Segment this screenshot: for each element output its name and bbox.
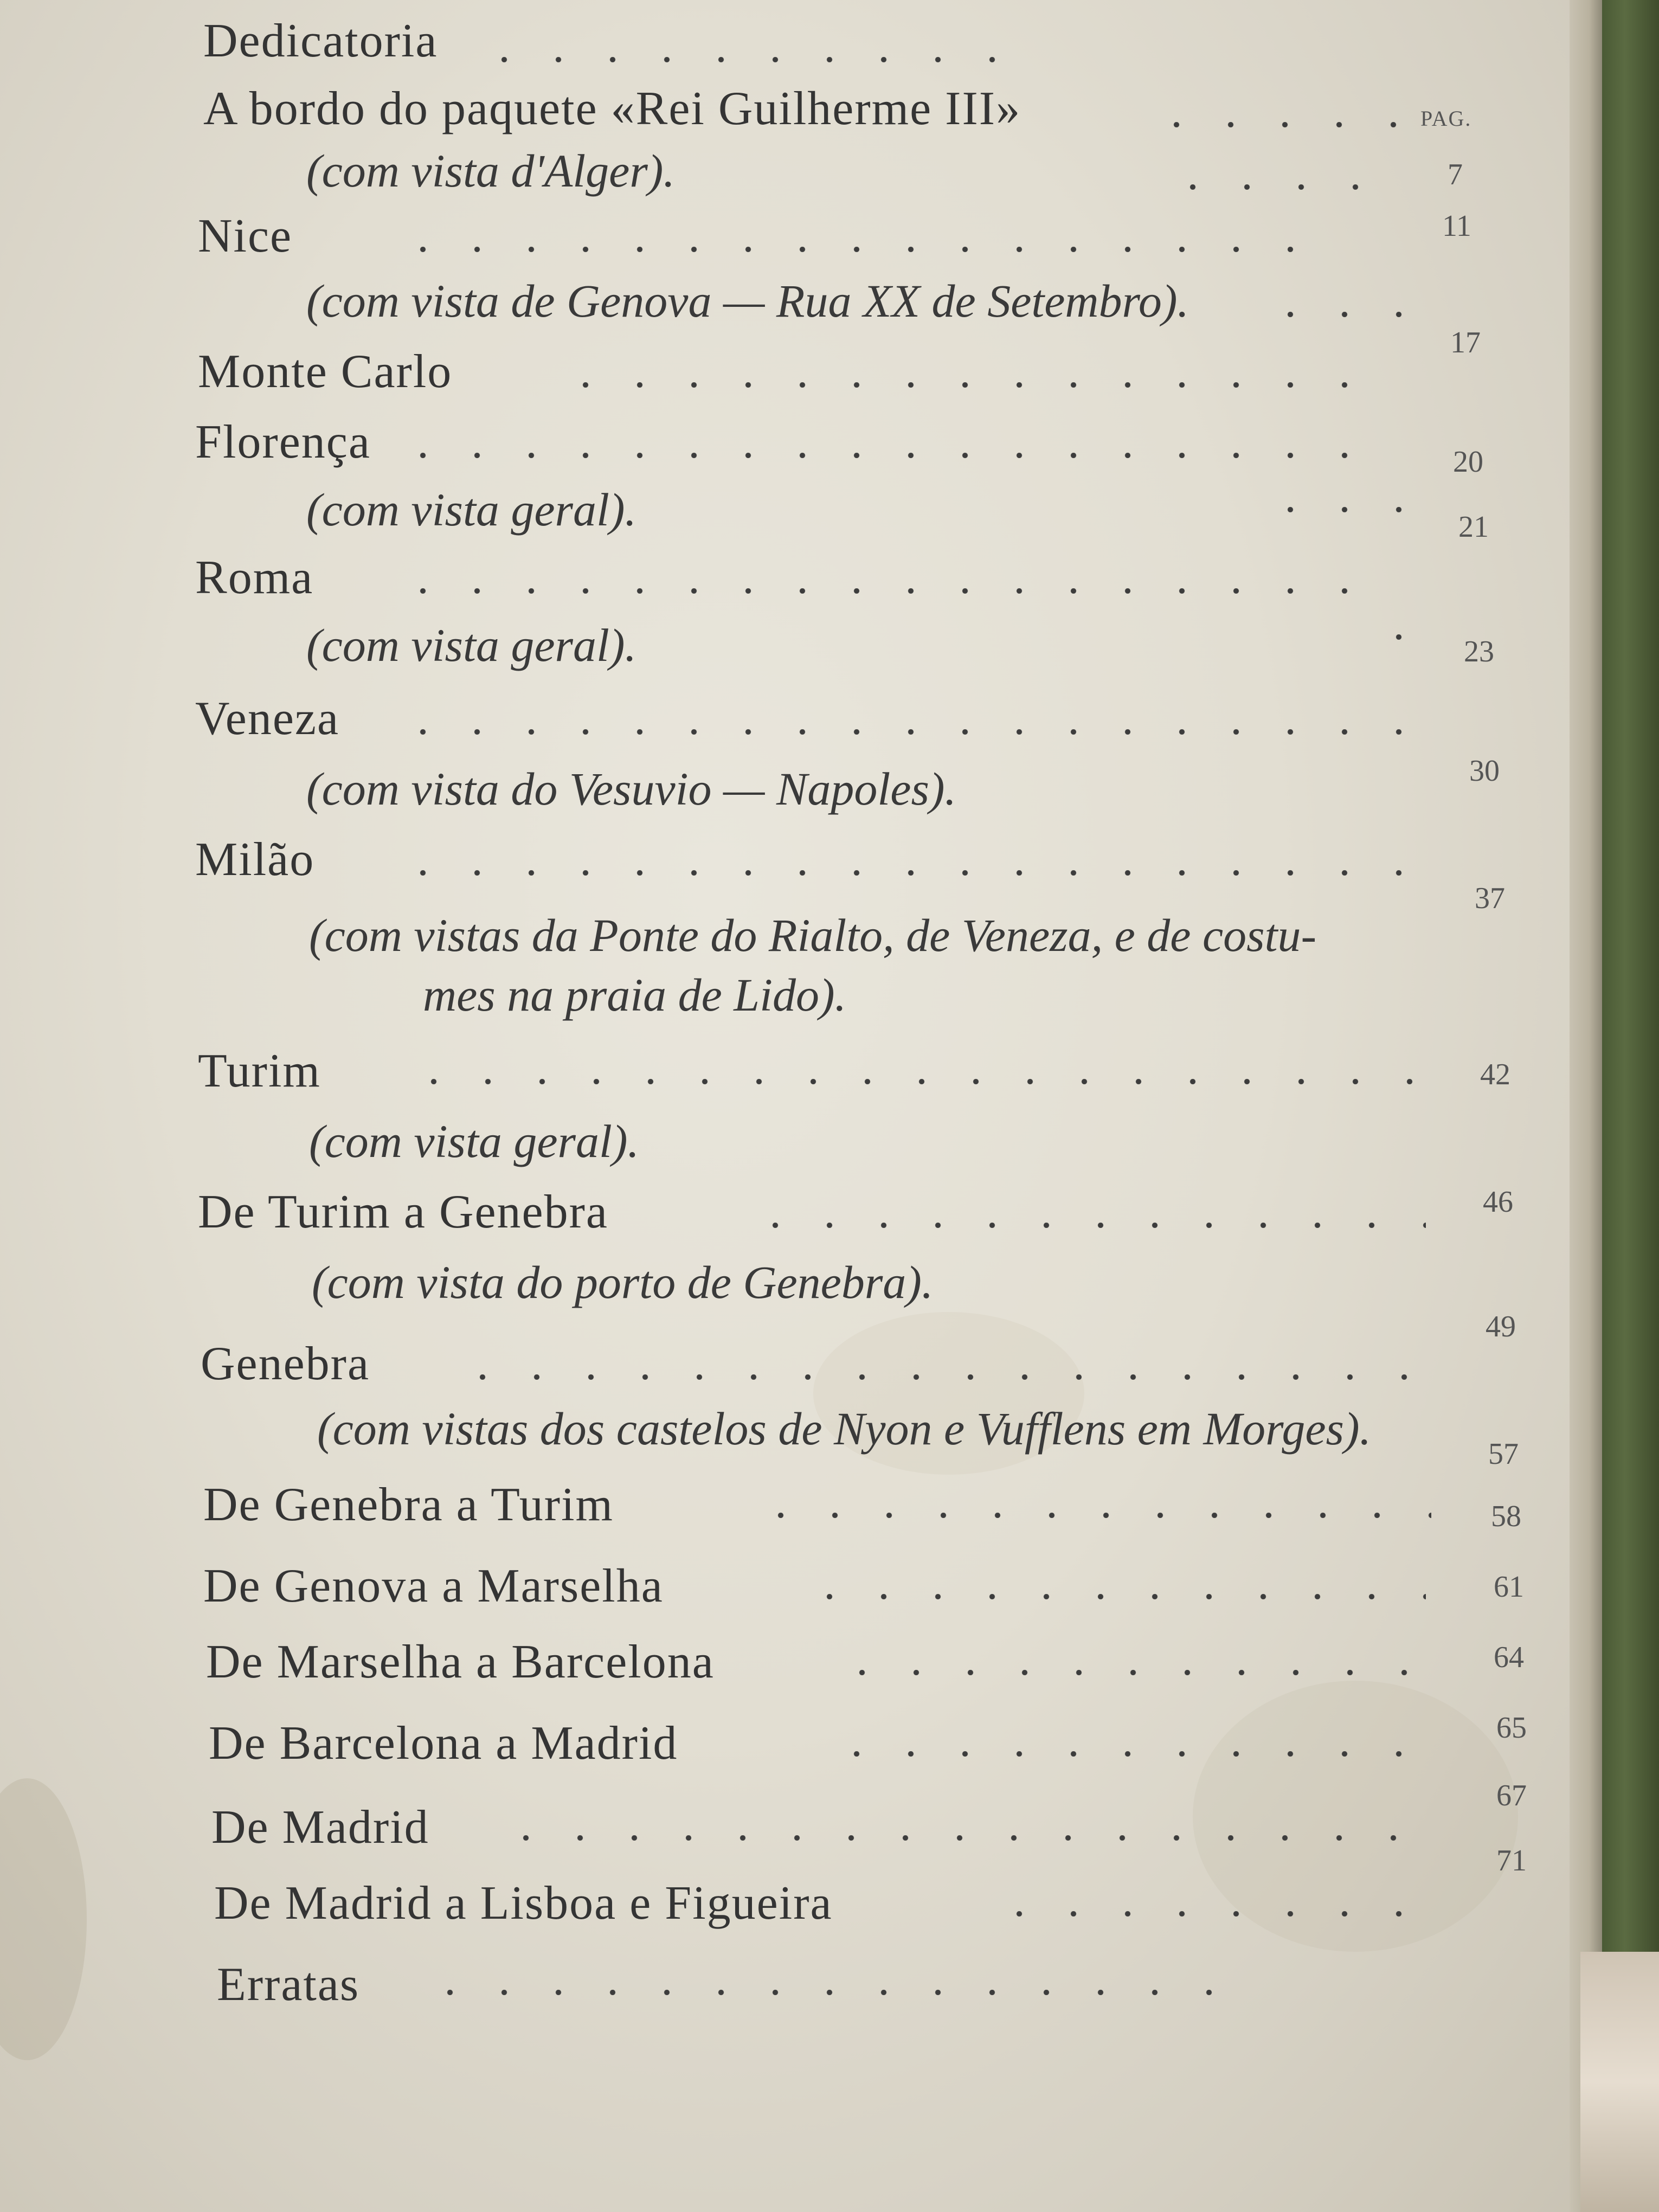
page-number: 23 [1464, 635, 1494, 668]
toc-entry-subtitle: (com vistas da Ponte do Rialto, de Veneza, e de costu- [309, 909, 1317, 961]
dot-leader [477, 57, 1019, 62]
pag-column-label: PAG. [1420, 106, 1472, 131]
page-number: 65 [1496, 1711, 1527, 1745]
dot-leader [1166, 184, 1382, 190]
dot-leader [396, 247, 1317, 252]
page-number: 58 [1491, 1500, 1521, 1533]
book-cover-edge [1602, 0, 1659, 2212]
dot-leader [1149, 122, 1420, 127]
page-number: 30 [1469, 754, 1500, 788]
toc-entry-title: A bordo do paquete «Rei Guilherme III» [203, 82, 1021, 135]
toc-entry-title: Milão [195, 833, 315, 886]
dot-leader [1372, 634, 1426, 640]
page-number: 64 [1494, 1641, 1524, 1674]
dot-leader [1263, 312, 1426, 317]
dot-leader [455, 1374, 1431, 1380]
toc-entry-subtitle: (com vistas dos castelos de Nyon e Vufflens em Morges). [317, 1403, 1372, 1455]
page-number: 49 [1486, 1310, 1516, 1343]
page-number: 42 [1480, 1058, 1510, 1091]
page-number: 57 [1488, 1437, 1519, 1471]
dot-leader [396, 870, 1426, 876]
toc-entry-subtitle: (com vista geral). [306, 484, 637, 536]
page-number: 61 [1494, 1570, 1524, 1604]
page-number: 7 [1448, 158, 1463, 191]
toc-entry-title: De Genova a Marselha [203, 1560, 664, 1612]
toc-entry-subtitle: (com vista de Genova — Rua XX de Setembro). [306, 275, 1189, 327]
dot-leader [396, 453, 1372, 458]
toc-entry-title: De Turim a Genebra [198, 1186, 608, 1238]
toc-entry-title: Erratas [217, 1958, 360, 2011]
page-number: 17 [1450, 326, 1481, 359]
toc-entry-subtitle: (com vista d'Alger). [306, 145, 675, 197]
dot-leader [802, 1594, 1426, 1599]
toc-entry-subtitle: mes na praia de Lido). [423, 969, 847, 1021]
page-number: 20 [1453, 445, 1483, 479]
toc-entry-title: De Barcelona a Madrid [209, 1717, 678, 1770]
toc-entry-title: Genebra [201, 1338, 370, 1390]
dot-leader [829, 1751, 1426, 1757]
dot-leader [754, 1513, 1431, 1518]
toc-entry-title: Dedicatoria [203, 15, 438, 67]
toc-entry-title: Roma [195, 551, 314, 604]
toc-entry-title: De Genebra a Turim [203, 1478, 614, 1531]
page-number: 37 [1475, 882, 1505, 915]
toc-entry-subtitle: (com vista geral). [306, 619, 637, 671]
page-number: 67 [1496, 1779, 1527, 1812]
toc-entry-title: Florença [195, 416, 371, 468]
page-number: 11 [1442, 209, 1471, 243]
toc-entry-title: Nice [198, 210, 293, 262]
toc-entry-title: Monte Carlo [198, 345, 453, 398]
toc-entry-subtitle: (com vista geral). [309, 1115, 640, 1167]
dot-leader [499, 1835, 1420, 1841]
toc-entry-subtitle: (com vista do Vesuvio — Napoles). [306, 763, 957, 815]
dot-leader [423, 1990, 1236, 1995]
dot-leader [748, 1223, 1426, 1228]
toc-entry-title: De Marselha a Barcelona [206, 1636, 715, 1688]
dot-leader [396, 729, 1426, 735]
dot-leader [407, 1079, 1437, 1084]
dot-leader [835, 1670, 1431, 1675]
dot-leader [396, 588, 1372, 594]
page-number: 71 [1496, 1844, 1527, 1877]
dot-leader [558, 382, 1372, 388]
dot-leader [1263, 507, 1426, 512]
toc-entry-title: Veneza [195, 692, 340, 745]
toc-entry-title: Turim [198, 1045, 321, 1097]
toc-entry-title: De Madrid a Lisboa e Figueira [214, 1877, 833, 1930]
page-number: 46 [1483, 1185, 1513, 1219]
page-number: 21 [1458, 510, 1489, 544]
toc-entry-subtitle: (com vista do porto de Genebra). [312, 1256, 934, 1308]
page-corner [1580, 1952, 1659, 2212]
dot-leader [992, 1911, 1426, 1917]
toc-entry-title: De Madrid [211, 1801, 429, 1854]
